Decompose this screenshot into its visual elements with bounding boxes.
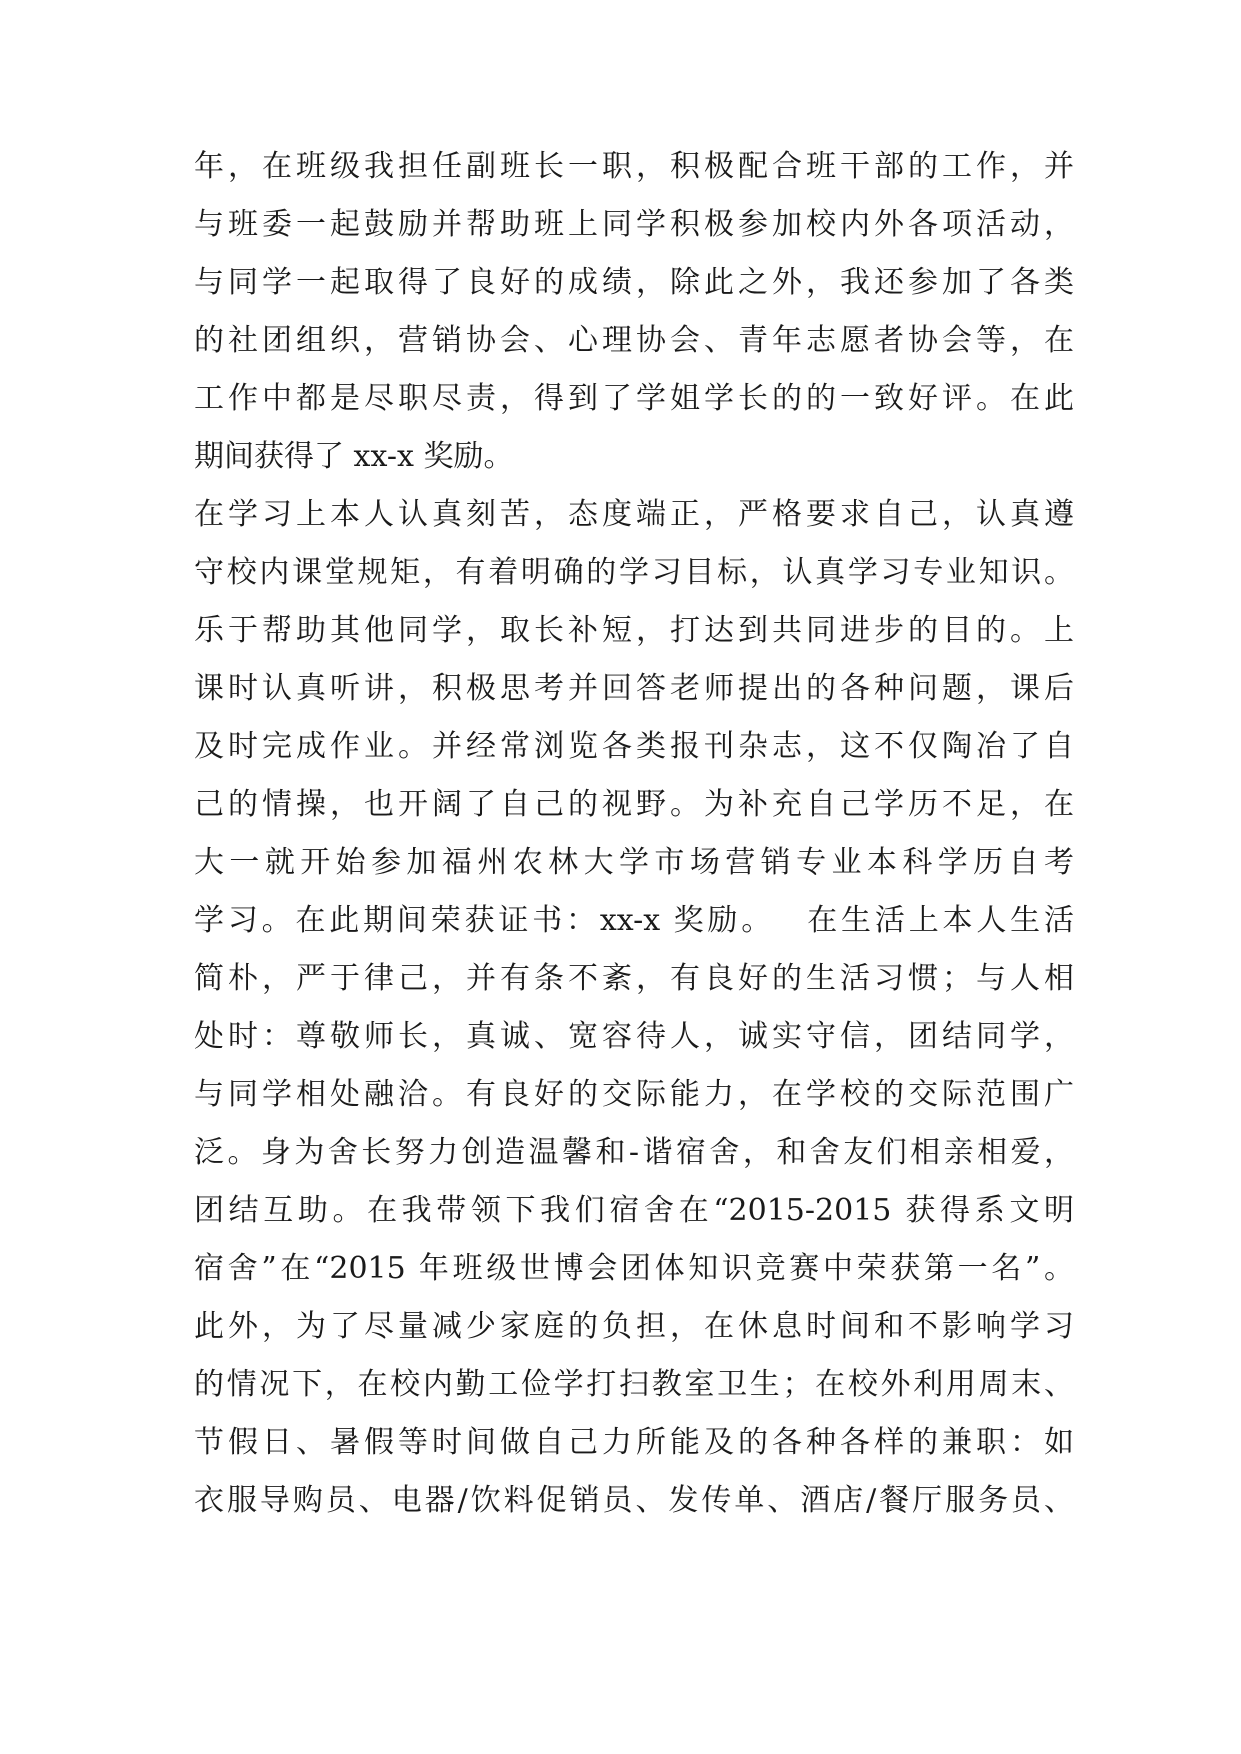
text-line: 的情况下，在校内勤工俭学打扫教室卫生；在校外利用周末、 [194, 1367, 1074, 1402]
text-line: 宿舍”在“2015 年班级世博会团体知识竞赛中荣获第一名”。 [194, 1251, 1074, 1286]
text-line: 在学习上本人认真刻苦，态度端正，严格要求自己，认真遵 [194, 497, 1074, 532]
text-line: 简朴，严于律己，并有条不紊，有良好的生活习惯；与人相 [194, 961, 1074, 996]
text-line: 处时：尊敬师长，真诚、宽容待人，诚实守信，团结同学， [194, 1019, 1074, 1054]
text-line: 工作中都是尽职尽责，得到了学姐学长的的一致好评。在此 [194, 381, 1074, 416]
text-line: 与同学一起取得了良好的成绩，除此之外，我还参加了各类 [194, 265, 1074, 300]
text-line: 泛。身为舍长努力创造温馨和-谐宿舍，和舍友们相亲相爱， [194, 1135, 1074, 1170]
text-line: 衣服导购员、电器/饮料促销员、发传单、酒店/餐厅服务员、 [194, 1483, 1074, 1518]
text-line: 节假日、暑假等时间做自己力所能及的各种各样的兼职：如 [194, 1425, 1074, 1460]
text-line: 期间获得了 xx-x 奖励。 [194, 439, 514, 474]
text-line: 年，在班级我担任副班长一职，积极配合班干部的工作，并 [194, 149, 1074, 184]
text-line: 乐于帮助其他同学，取长补短，打达到共同进步的目的。上 [194, 613, 1074, 648]
text-line: 与班委一起鼓励并帮助班上同学积极参加校内外各项活动， [194, 207, 1074, 242]
text-line: 与同学相处融洽。有良好的交际能力，在学校的交际范围广 [194, 1077, 1074, 1112]
text-line: 此外，为了尽量减少家庭的负担，在休息时间和不影响学习 [194, 1309, 1074, 1344]
text-line: 大一就开始参加福州农林大学市场营销专业本科学历自考 [194, 845, 1074, 880]
text-line: 团结互助。在我带领下我们宿舍在“2015-2015 获得系文明 [194, 1193, 1074, 1228]
text-line: 守校内课堂规矩，有着明确的学习目标，认真学习专业知识。 [194, 555, 1074, 590]
text-line: 及时完成作业。并经常浏览各类报刊杂志，这不仅陶冶了自 [194, 729, 1074, 764]
text-line: 己的情操，也开阔了自己的视野。为补充自己学历不足，在 [194, 787, 1074, 822]
text-line: 学习。在此期间荣获证书：xx-x 奖励。 在生活上本人生活 [194, 903, 1074, 938]
text-line: 的社团组织，营销协会、心理协会、青年志愿者协会等，在 [194, 323, 1074, 358]
text-line: 课时认真听讲，积极思考并回答老师提出的各种问题，课后 [194, 671, 1074, 706]
